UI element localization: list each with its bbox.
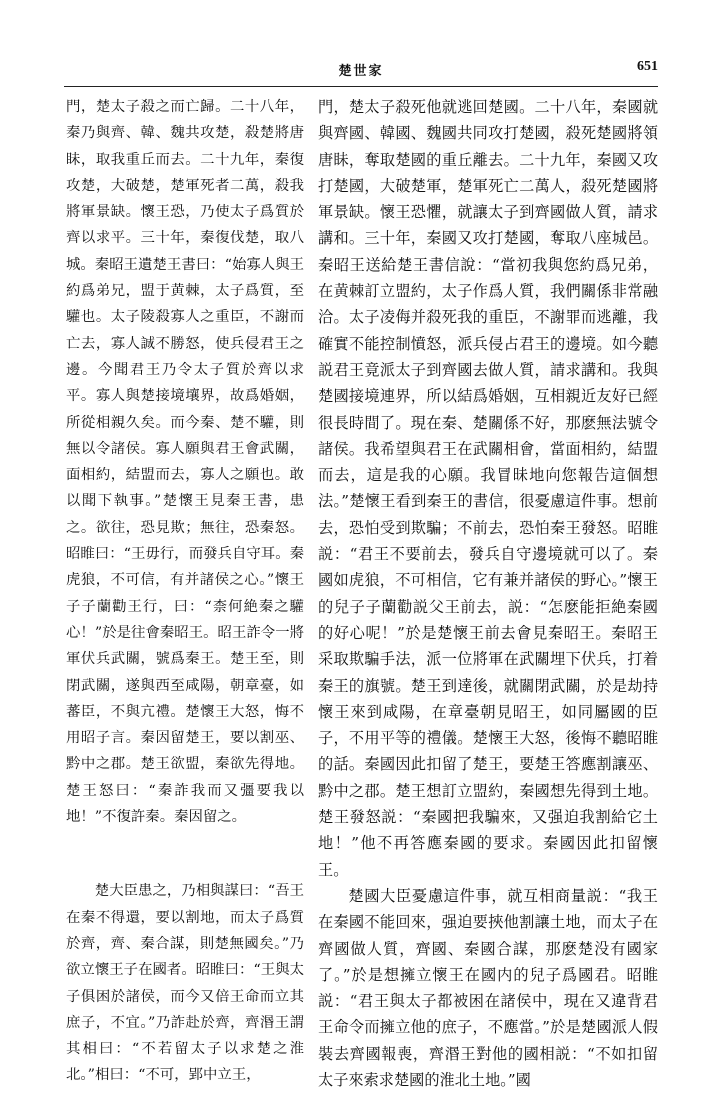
translation-column [318,94,658,1089]
chapter-title: 楚世家 [338,64,384,79]
running-header [64,60,658,82]
page-number: 651 [637,59,658,74]
translation-paragraph-1: 門，楚太子殺死他就逃回楚國。二十八年，秦國就與齊國、韓國、魏國共同攻打楚國，殺死楚國將領唐眛，奪取楚國的重丘離去。二十九年，秦國又攻打楚國，大破楚軍，楚軍死亡二萬人，殺死楚國將軍景缺。懷王恐懼，就讓太子到齊國做人質，請求講和。三十年，秦國又攻打楚國，奪取八座城邑。秦昭王送給楚王書信說：“當初我與您約爲兄弟，在黄棘訂立盟約，太子作爲人質，我們關係非常融洽。太子凌侮并殺死我的重臣，不謝罪而逃離，我確實不能控制憤怒，派兵侵占君王的邊境。如今聽説君王竟派太子到齊國去做人質，請求講和。我與楚國接境連界，所以結爲婚姻，互相親近友好已經很長時間了。現在秦、楚關係不好，那麽無法號令諸侯。我希望與君王在武關相會，當面相約，結盟而去，這是我的心願。我冒昧地向您報告這個想法。”楚懷王看到秦王的書信，很憂慮這件事。想前去，恐怕受到欺騙；不前去，恐怕秦王發怒。昭睢説：“君王不要前去，發兵自守邊境就可以了。秦國如虎狼，不可相信，它有兼并諸侯的野心。”懷王的兒子子蘭勸説父王前去，説：“怎麽能拒絶秦國的好心呢！”於是楚懷王前去會見秦昭王。秦昭王采取欺騙手法，派一位將軍在武關埋下伏兵，打着秦王的旗號。楚王到達後，就關閉武關，於是劫持懷王來到咸陽，在章臺朝見昭王，如同屬國的臣子，不用平等的禮儀。楚懷王大怒，後悔不聽昭睢的話。秦國因此扣留了楚王，要楚王答應割讓巫、黔中之郡。楚王想訂立盟約，秦國想先得到土地。楚王發怒説：“秦國把我騙來，又强迫我割給它土地！”他不再答應秦國的要求。秦國因此扣留懷王。 [318,98,658,879]
original-text-column [66,94,304,1084]
header-rule [64,86,658,87]
original-paragraph-1: 門，楚太子殺之而亡歸。二十八年，秦乃與齊、韓、魏共攻楚，殺楚將唐眛，取我重丘而去。二十九年，秦復攻楚，大破楚，楚軍死者二萬，殺我將軍景缺。懷王恐，乃使太子爲質於齊以求平。三十年，秦復伐楚，取八城。秦昭王遺楚王書曰：“始寡人與王約爲弟兄，盟于黄棘，太子爲質，至驩也。太子陵殺寡人之重臣，不謝而亡去，寡人誠不勝怒，使兵侵君王之邊。今聞君王乃令太子質於齊以求平。寡人與楚接境壤界，故爲婚姻，所從相親久矣。而今秦、楚不驩，則無以令諸侯。寡人願與君王會武關，面相約，結盟而去，寡人之願也。敢以聞下執事。”楚懷王見秦王書，患之。欲往，恐見欺；無往，恐秦怒。昭睢曰：“王毋行，而發兵自守耳。秦虎狼，不可信，有并諸侯之心。”懷王子子蘭勸王行，曰：“柰何絶秦之驩心！”於是往會秦昭王。昭王詐令一將軍伏兵武關，號爲秦王。楚王至，則閉武關，遂與西至咸陽，朝章臺，如蕃臣，不與亢禮。楚懷王大怒，悔不用昭子言。秦因留楚王，要以割巫、黔中之郡。楚王欲盟，秦欲先得地。楚王怒曰：“秦詐我而又彊要我以地！”不復許秦。秦因留之。 [66,99,304,826]
original-paragraph-2: 楚大臣患之，乃相與謀曰：“吾王在秦不得還，要以割地，而太子爲質於齊，齊、秦合謀，則楚無國矣。”乃欲立懷王子在國者。昭睢曰：“王與太子俱困於諸侯，而今又倍王命而立其庶子，不宜。”乃詐赴於齊，齊湣王謂其相曰：“不若留太子以求楚之淮北。”相曰：“不可，郢中立王， [66,883,304,1084]
translation-paragraph-2: 楚國大臣憂慮這件事，就互相商量説：“我王在秦國不能回來，强迫要挾他割讓土地，而太子在齊國做人質，齊國、秦國合謀，那麽楚没有國家了。”於是想擁立懷王在國内的兒子爲國君。昭睢説：“君王與太子都被困在諸侯中，現在又違背君王命令而擁立他的庶子，不應當。”於是楚國派人假裝去齊國報喪，齊湣王對他的國相説：“不如扣留太子來索求楚國的淮北土地。”國 [318,886,658,1089]
